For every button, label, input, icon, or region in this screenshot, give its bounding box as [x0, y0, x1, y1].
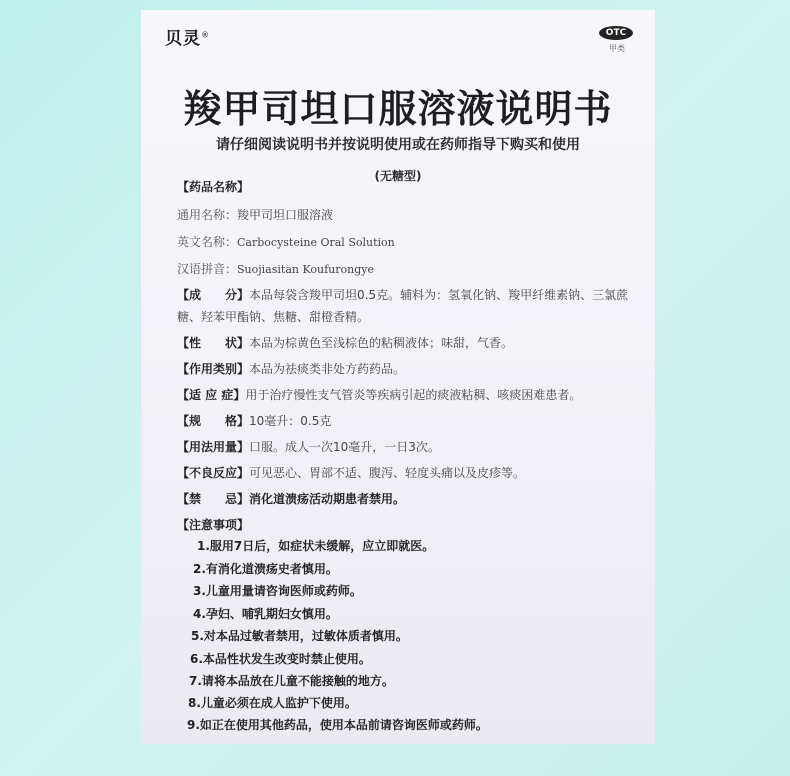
- adverse-row: [177, 462, 637, 484]
- otc-badge: OTC: [599, 26, 633, 40]
- contraindication-value: 消化道溃疡活动期患者禁用。: [249, 492, 406, 506]
- precaution-item: 6.本品性状发生改变时禁止使用。: [190, 652, 371, 666]
- usage-label: 【用法用量】: [177, 440, 250, 454]
- indication-value: 用于治疗慢性支气管炎等疾病引起的痰液粘稠、咳痰困难患者。: [245, 388, 582, 402]
- pinyin-row: [177, 258, 637, 281]
- pinyin-label: 汉语拼音：: [177, 262, 238, 276]
- generic-name-value: 羧甲司坦口服溶液: [237, 208, 334, 222]
- precautions-heading: [177, 514, 637, 536]
- character-label: 【性 状】: [177, 336, 250, 350]
- composition-value: 本品每袋含羧甲司坦0.5克。辅料为：氢氧化钠、羧甲纤维素钠、三氯蔗糖、羟苯甲酯钠、焦糖、甜橙香精。: [177, 288, 629, 324]
- precaution-item: 1.服用7日后，如症状未缓解，应立即就医。: [197, 539, 435, 553]
- section-drug-name-label: 【药品名称】: [177, 180, 250, 194]
- category-row: [177, 358, 637, 380]
- otc-class: 甲类: [609, 44, 625, 53]
- pinyin-value: Suojiasitan Koufurongye: [237, 263, 374, 276]
- otc-mark: [599, 26, 635, 54]
- usage-value: 口服。成人一次10毫升，一日3次。: [249, 440, 440, 454]
- precaution-item: 9.如正在使用其他药品，使用本品前请咨询医师或药师。: [187, 718, 488, 732]
- precaution-item: 2.有消化道溃疡史者慎用。: [193, 562, 338, 576]
- spec-value: 10毫升：0.5克: [249, 414, 332, 428]
- contraindication-label: 【禁 忌】: [177, 492, 250, 506]
- brand-logo: [165, 24, 210, 49]
- generic-name-row: [177, 204, 637, 226]
- instruction-leaflet: [141, 10, 655, 744]
- indication-label: 【适 应 症】: [177, 388, 246, 402]
- english-name-value: Carbocysteine Oral Solution: [237, 236, 395, 249]
- precaution-item: 3.儿童用量请咨询医师或药师。: [193, 584, 362, 598]
- section-drug-name: [177, 176, 637, 198]
- composition-row: [177, 284, 637, 328]
- precautions-label: 【注意事项】: [177, 518, 250, 532]
- precaution-item: 8.儿童必须在成人监护下使用。: [188, 696, 357, 710]
- precaution-item: 4.孕妇、哺乳期妇女慎用。: [193, 607, 338, 621]
- document-title: 羧甲司坦口服溶液说明书: [183, 87, 613, 131]
- precaution-item: 7.请将本品放在儿童不能接触的地方。: [189, 674, 394, 688]
- adverse-label: 【不良反应】: [177, 466, 250, 480]
- contraindication-row: [177, 488, 637, 510]
- usage-row: [177, 436, 637, 458]
- adverse-value: 可见恶心、胃部不适、腹泻、轻度头痛以及皮疹等。: [249, 466, 526, 480]
- spec-label: 【规 格】: [177, 414, 250, 428]
- composition-label: 【成 分】: [177, 288, 250, 302]
- indication-row: [177, 384, 637, 406]
- spec-row: [177, 410, 637, 432]
- precaution-item: 5.对本品过敏者禁用，过敏体质者慎用。: [191, 629, 408, 643]
- brand-name: 贝灵: [165, 29, 201, 49]
- registered-mark: ®: [201, 30, 210, 40]
- category-value: 本品为祛痰类非处方药药品。: [249, 362, 406, 376]
- english-name-row: [177, 231, 637, 254]
- character-value: 本品为棕黄色至浅棕色的粘稠液体；味甜，气香。: [249, 336, 514, 350]
- variant-label: (无糖型): [374, 169, 422, 183]
- character-row: [177, 332, 637, 354]
- category-label: 【作用类别】: [177, 362, 250, 376]
- document-subtitle: 请仔细阅读说明书并按说明使用或在药师指导下购买和使用: [216, 137, 580, 153]
- english-name-label: 英文名称：: [177, 235, 238, 249]
- generic-name-label: 通用名称：: [177, 208, 238, 222]
